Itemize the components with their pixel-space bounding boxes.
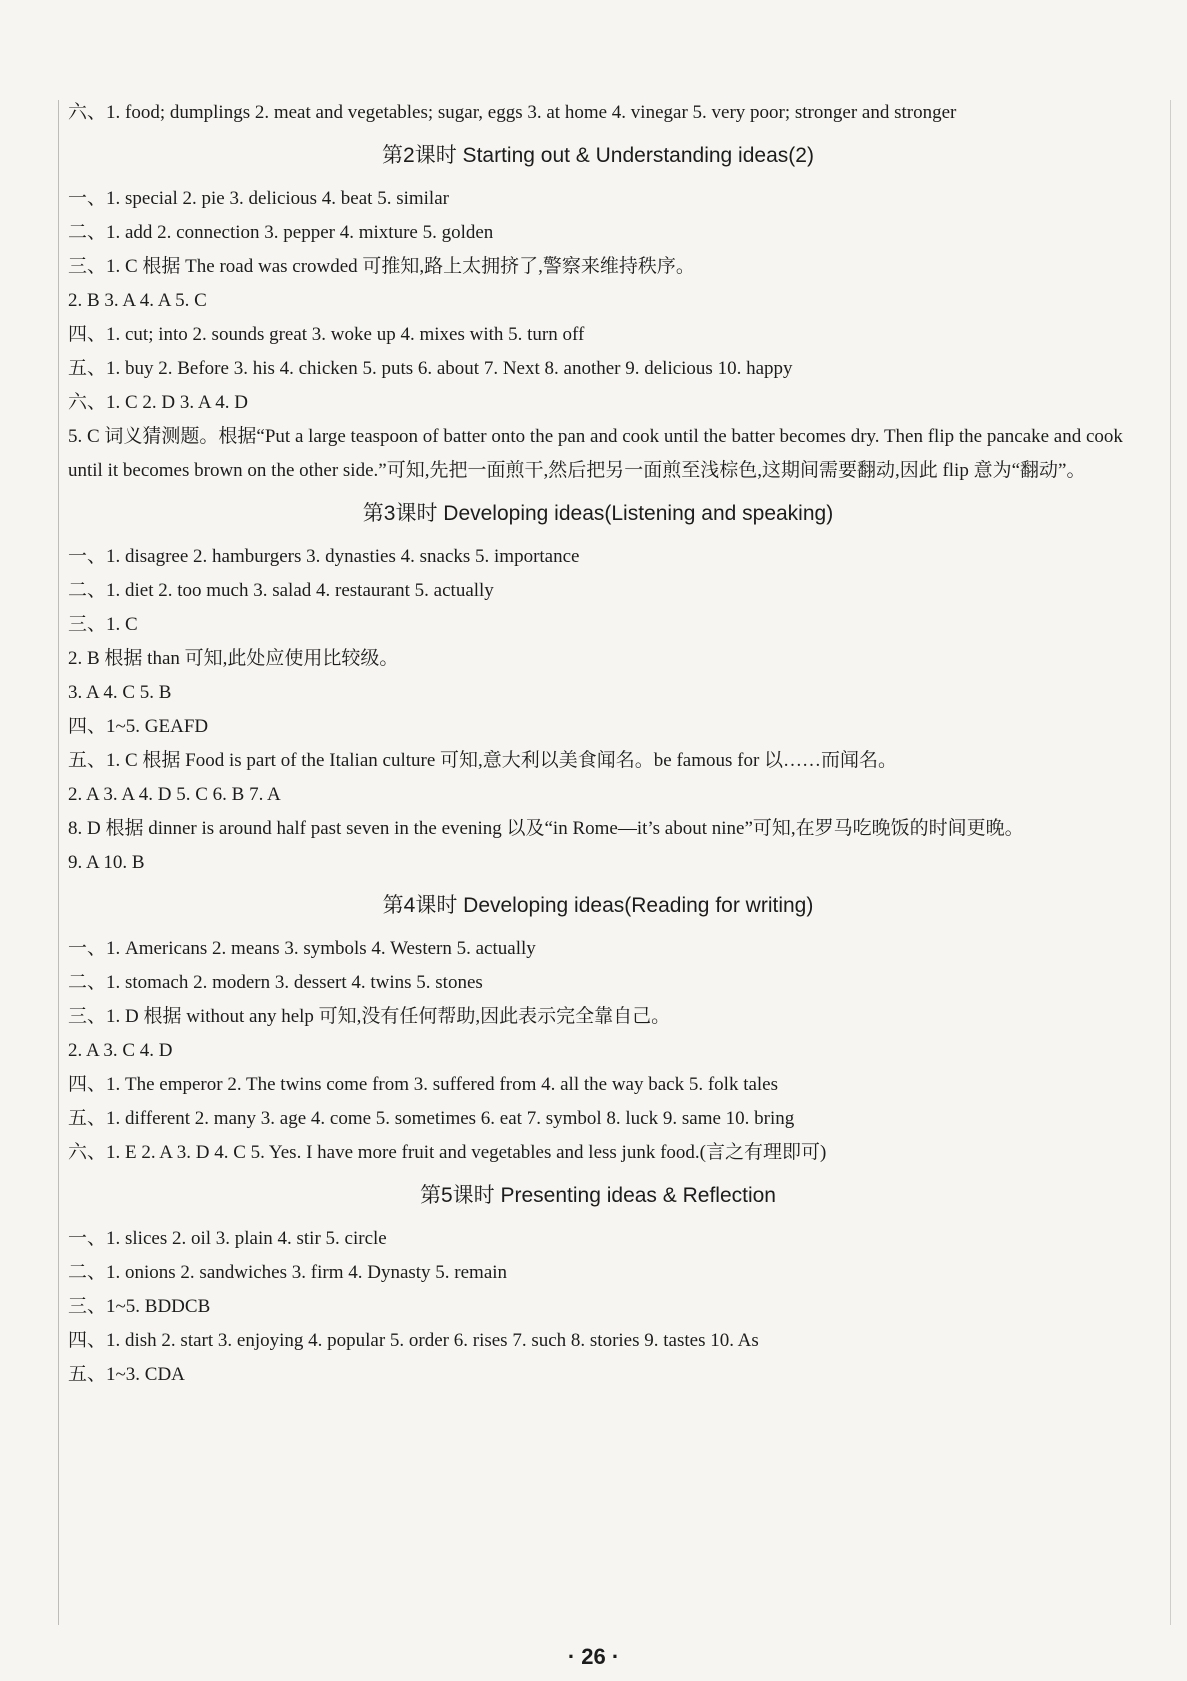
answer-line: 五、1. different 2. many 3. age 4. come 5. sometimes 6. eat 7. symbol 8. luck 9. same 10. bring — [68, 1108, 795, 1129]
answer-line: 四、1. The emperor 2. The twins come from 3. suffered from 4. all the way back 5. folk tales — [68, 1074, 779, 1095]
answer-line: 8. D 根据 dinner is around half past seven in the evening 以及“in Rome—it’s about nine”可知,在罗马吃晚饭的时间更晚。 — [68, 818, 1024, 839]
answer-line: 一、1. Americans 2. means 3. symbols 4. Western 5. actually — [68, 938, 536, 959]
answer-line: 三、1. C 根据 The road was crowded 可推知,路上太拥挤了,警察来维持秩序。 — [68, 256, 695, 277]
answer-line: 三、1. C — [68, 614, 138, 635]
answer-line: 四、1. cut; into 2. sounds great 3. woke up 4. mixes with 5. turn off — [68, 324, 585, 345]
page-number: · 26 · — [567, 1644, 620, 1669]
answer-line: 二、1. add 2. connection 3. pepper 4. mixture 5. golden — [68, 222, 494, 243]
answer-line: 二、1. stomach 2. modern 3. dessert 4. twins 5. stones — [68, 972, 483, 993]
answer-line: 五、1. buy 2. Before 3. his 4. chicken 5. puts 6. about 7. Next 8. another 9. delicious 10. happy — [68, 358, 793, 379]
answer-content — [68, 96, 1128, 1392]
lesson-heading: 第4课时 Developing ideas(Reading for writing) — [382, 894, 814, 917]
answer-line: 四、1~5. GEAFD — [68, 716, 209, 737]
answer-line: 5. C 词义猜测题。根据“Put a large teaspoon of batter onto the pan and cook until the batter becomes dry. Then flip the pancake and cook until it becomes brown on the other side.”可知,先把一面煎干,然后把另一面煎至浅棕色,这期间需要翻动,因此 flip 意为“翻动”。 — [68, 426, 1123, 481]
answer-line: 2. B 3. A 4. A 5. C — [68, 290, 207, 311]
left-margin-rule — [58, 100, 59, 1625]
answer-line: 五、1~3. CDA — [68, 1364, 185, 1385]
answer-line: 四、1. dish 2. start 3. enjoying 4. popular 5. order 6. rises 7. such 8. stories 9. tastes 10. As — [68, 1330, 759, 1351]
answer-line: 三、1~5. BDDCB — [68, 1296, 211, 1317]
answer-line: 9. A 10. B — [68, 852, 145, 873]
lesson-heading: 第2课时 Starting out & Understanding ideas(2) — [382, 144, 814, 167]
answer-line: 二、1. diet 2. too much 3. salad 4. restaurant 5. actually — [68, 580, 494, 601]
answer-line: 六、1. food; dumplings 2. meat and vegetables; sugar, eggs 3. at home 4. vinegar 5. very poor; stronger and stronger — [68, 102, 957, 123]
answer-line: 2. A 3. A 4. D 5. C 6. B 7. A — [68, 784, 281, 805]
lesson-heading: 第3课时 Developing ideas(Listening and speaking) — [362, 502, 834, 525]
answer-line: 2. A 3. C 4. D — [68, 1040, 173, 1061]
right-margin-rule — [1170, 100, 1171, 1625]
answer-line: 二、1. onions 2. sandwiches 3. firm 4. Dynasty 5. remain — [68, 1262, 508, 1283]
answer-line: 五、1. C 根据 Food is part of the Italian culture 可知,意大利以美食闻名。be famous for 以……而闻名。 — [68, 750, 898, 771]
answer-line: 一、1. special 2. pie 3. delicious 4. beat 5. similar — [68, 188, 449, 209]
answer-line: 2. B 根据 than 可知,此处应使用比较级。 — [68, 648, 399, 669]
answer-line: 一、1. disagree 2. hamburgers 3. dynasties 4. snacks 5. importance — [68, 546, 580, 567]
answer-line: 六、1. C 2. D 3. A 4. D — [68, 392, 248, 413]
answer-line: 一、1. slices 2. oil 3. plain 4. stir 5. circle — [68, 1228, 387, 1249]
answer-line: 三、1. D 根据 without any help 可知,没有任何帮助,因此表示完全靠自己。 — [68, 1006, 671, 1027]
lesson-heading: 第5课时 Presenting ideas & Reflection — [419, 1184, 776, 1207]
answer-line: 六、1. E 2. A 3. D 4. C 5. Yes. I have more fruit and vegetables and less junk food.(言之有理即可) — [68, 1142, 827, 1163]
answer-line: 3. A 4. C 5. B — [68, 682, 172, 703]
